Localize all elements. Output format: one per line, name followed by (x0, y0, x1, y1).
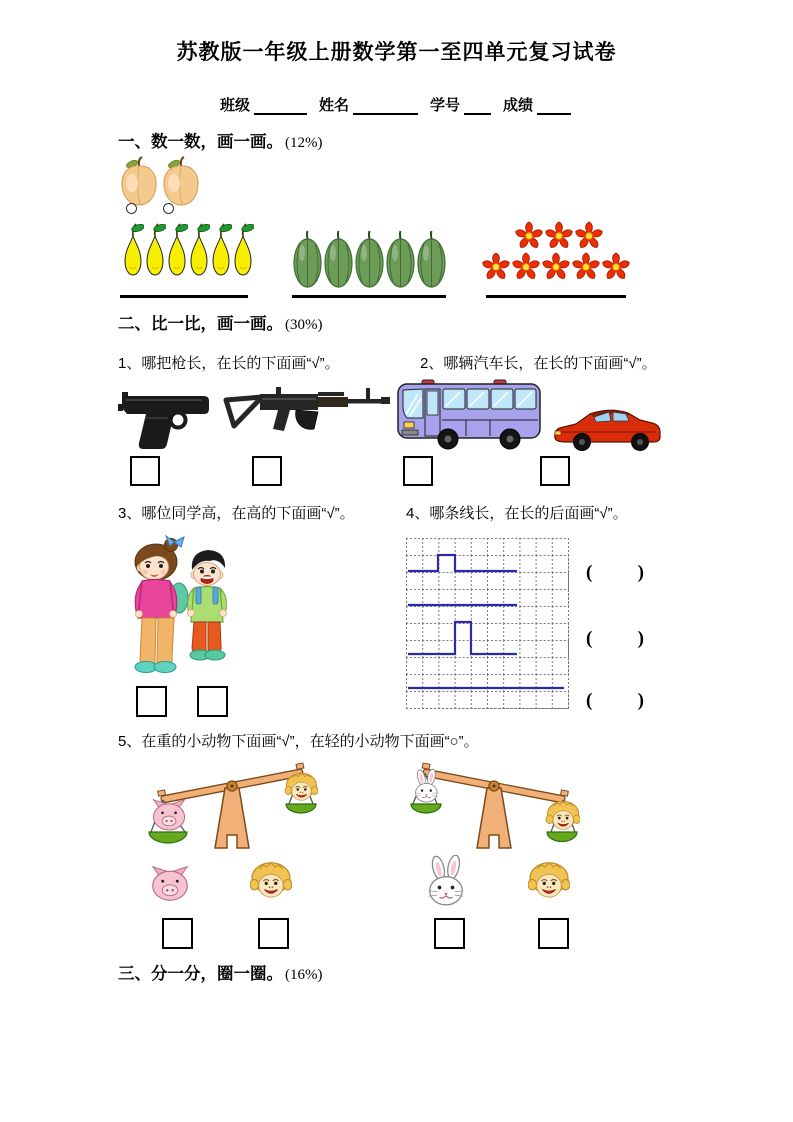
melon-group (292, 230, 447, 288)
melon-icon (354, 230, 385, 288)
pear-icon (188, 220, 210, 278)
answer-box-rabbit[interactable] (434, 918, 465, 949)
pistol-image (116, 390, 216, 454)
answer-paren-3[interactable]: ( ) (586, 690, 644, 711)
monkey-icon (528, 860, 570, 900)
flower-icon (541, 252, 571, 282)
answer-paren-2[interactable]: ( ) (586, 628, 644, 649)
flower-icon (544, 221, 574, 251)
balance-scale-pig-monkey (148, 756, 318, 860)
flower-icon (574, 221, 604, 251)
rabbit-icon (424, 855, 468, 907)
class-label: 班级 (220, 98, 251, 114)
score-field[interactable] (537, 96, 571, 115)
example-circle-mark (126, 203, 137, 214)
peach-icon (118, 156, 160, 206)
example-circles (126, 203, 174, 214)
question-3: 3、哪位同学高，在高的下面画“√”。 (118, 505, 355, 522)
flower-icon (514, 221, 544, 251)
section-3-heading: 三、分一分，圈一圈。 (16%) (118, 965, 323, 983)
question-4: 4、哪条线长，在长的后面画“√”。 (406, 505, 628, 522)
class-field[interactable] (254, 96, 307, 115)
rifle-image (220, 384, 392, 446)
pear-icon (122, 220, 144, 278)
pear-icon (144, 220, 166, 278)
answer-box-pig[interactable] (162, 918, 193, 949)
car-image (552, 404, 664, 454)
line-compare-grid (406, 538, 574, 716)
answer-line-flowers[interactable] (486, 295, 626, 298)
section-2-heading: 二、比一比，画一画。 (30%) (118, 315, 323, 333)
peach-example-group (118, 156, 202, 206)
answer-box-monkey-left[interactable] (258, 918, 289, 949)
answer-line-pears[interactable] (120, 295, 248, 298)
answer-line-melons[interactable] (292, 295, 446, 298)
answer-box-boy[interactable] (197, 686, 228, 717)
melon-icon (323, 230, 354, 288)
number-label: 学号 (430, 98, 461, 114)
flower-icon (481, 252, 511, 282)
question-5: 5、在重的小动物下面画“√”，在轻的小动物下面画“○”。 (118, 733, 479, 750)
melon-icon (292, 230, 323, 288)
page-title: 苏教版一年级上册数学第一至四单元复习试卷 (176, 41, 617, 64)
number-field[interactable] (464, 96, 491, 115)
pear-icon (166, 220, 188, 278)
melon-icon (385, 230, 416, 288)
name-label: 姓名 (319, 98, 350, 114)
balance-scale-rabbit-monkey (410, 756, 580, 860)
melon-icon (416, 230, 447, 288)
example-circle-mark (163, 203, 174, 214)
flower-icon (511, 252, 541, 282)
pear-group (122, 220, 254, 278)
answer-paren-1[interactable]: ( ) (586, 562, 644, 583)
name-field[interactable] (353, 96, 418, 115)
bus-image (396, 376, 544, 454)
pear-icon (210, 220, 232, 278)
student-info-row (220, 94, 583, 115)
children-image (112, 534, 242, 676)
answer-box-bus[interactable] (403, 456, 433, 486)
pear-icon (232, 220, 254, 278)
score-label: 成绩 (503, 98, 534, 114)
answer-box-monkey-right[interactable] (538, 918, 569, 949)
question-1: 1、哪把枪长，在长的下面画“√”。 (118, 355, 340, 372)
peach-icon (160, 156, 202, 206)
monkey-icon (250, 860, 292, 900)
section-1-heading: 一、数一数，画一画。 (12%) (118, 133, 323, 151)
flower-icon (601, 252, 631, 282)
answer-box-girl[interactable] (136, 686, 167, 717)
question-2: 2、哪辆汽车长，在长的下面画“√”。 (420, 355, 657, 372)
flower-icon (571, 252, 601, 282)
pig-icon (150, 864, 190, 902)
answer-box-pistol[interactable] (130, 456, 160, 486)
answer-box-car[interactable] (540, 456, 570, 486)
flower-group-top (514, 221, 604, 251)
flower-group-bottom (481, 252, 631, 282)
answer-box-rifle[interactable] (252, 456, 282, 486)
